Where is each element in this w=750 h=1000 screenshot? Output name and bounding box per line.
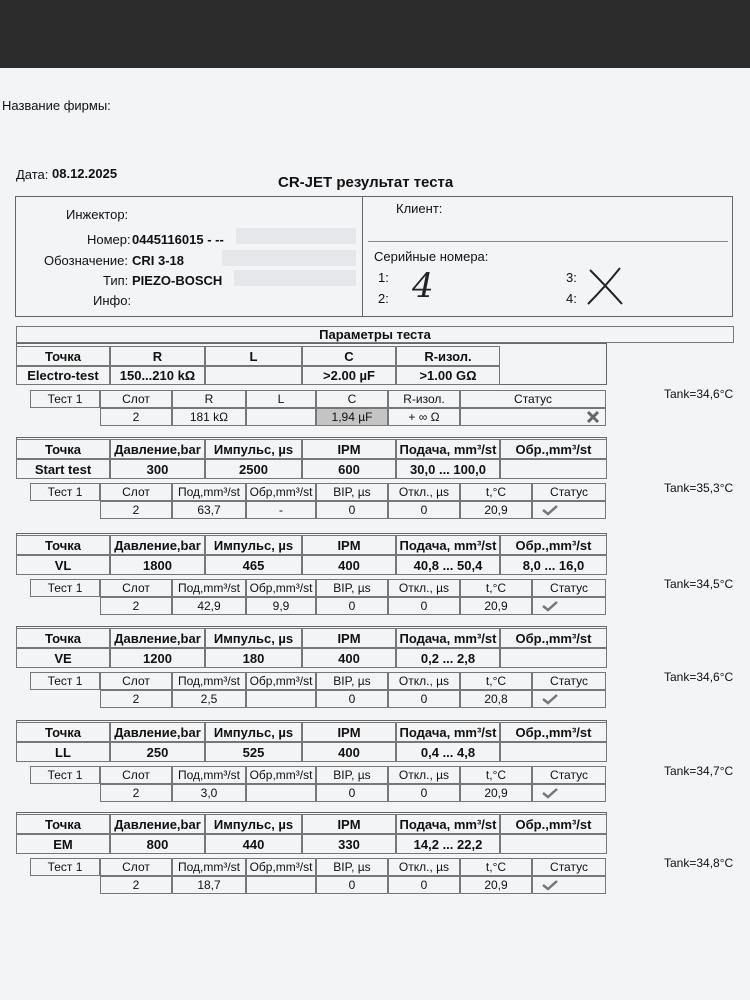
result-status-cell xyxy=(532,876,606,894)
divider xyxy=(368,241,728,242)
point-return xyxy=(500,834,607,854)
point-pulse: 525 xyxy=(205,742,302,762)
point-ipm: 400 xyxy=(302,555,396,575)
sub-header-temp: t,°C xyxy=(460,672,532,690)
result-status-cell xyxy=(532,784,606,802)
page-title: CR-JET результат теста xyxy=(278,174,454,191)
sub-header-del: Под,mm³/st xyxy=(172,483,246,501)
electro-h-c: C xyxy=(302,346,396,366)
date-label: Дата: xyxy=(16,167,49,182)
point-ipm: 400 xyxy=(302,648,396,668)
point-ipm: 400 xyxy=(302,742,396,762)
sub-header-del: Под,mm³/st xyxy=(172,579,246,597)
result-ret xyxy=(246,690,316,708)
result-temp: 20,9 xyxy=(460,501,532,519)
electro-name: Electro-test xyxy=(16,366,110,385)
serial-3-label: 3: xyxy=(566,270,577,285)
electro-sub-r: 181 kΩ xyxy=(172,408,246,426)
tank-temperature: Tank=35,3°C xyxy=(664,481,734,495)
params-title: Параметры теста xyxy=(16,326,734,343)
point-delivery: 14,2 ... 22,2 xyxy=(396,834,500,854)
electro-c: >2.00 µF xyxy=(302,366,396,385)
designation-label: Обозначение: xyxy=(44,253,129,268)
point-return xyxy=(500,648,607,668)
point-name: EM xyxy=(16,834,110,854)
col-header-delivery: Подача, mm³/st xyxy=(396,628,500,648)
result-dev: 0 xyxy=(388,501,460,519)
electro-status-cell xyxy=(460,408,606,426)
point-pulse: 465 xyxy=(205,555,302,575)
col-header-pulse: Импульс, µs xyxy=(205,535,302,555)
col-header-delivery: Подача, mm³/st xyxy=(396,439,500,459)
col-header-pressure: Давление,bar xyxy=(110,814,205,834)
electro-l xyxy=(205,366,302,385)
result-bip: 0 xyxy=(316,876,388,894)
sub-header-ret: Обр,mm³/st xyxy=(246,672,316,690)
point-pulse: 440 xyxy=(205,834,302,854)
point-name: LL xyxy=(16,742,110,762)
sub-header-bip: BIP, µs xyxy=(316,483,388,501)
sub-header-test: Тест 1 xyxy=(30,672,100,690)
result-status-cell xyxy=(532,690,606,708)
result-del: 63,7 xyxy=(172,501,246,519)
electro-sub-h-r: R xyxy=(172,390,246,408)
point-name: VL xyxy=(16,555,110,575)
tank-temperature: Tank=34,5°C xyxy=(664,577,734,591)
electro-h-l: L xyxy=(205,346,302,366)
point-pressure: 800 xyxy=(110,834,205,854)
point-return: 8,0 ... 16,0 xyxy=(500,555,607,575)
result-slot: 2 xyxy=(100,501,172,519)
pass-check-icon xyxy=(541,504,559,516)
col-header-delivery: Подача, mm³/st xyxy=(396,535,500,555)
sub-header-test: Тест 1 xyxy=(30,483,100,501)
sub-header-ret: Обр,mm³/st xyxy=(246,483,316,501)
type-value: PIEZO-BOSCH xyxy=(132,273,223,288)
point-name: Start test xyxy=(16,459,110,479)
result-del: 3,0 xyxy=(172,784,246,802)
point-name: VE xyxy=(16,648,110,668)
electro-h-point: Точка xyxy=(16,346,110,366)
col-header-point: Точка xyxy=(16,628,110,648)
electro-sub-h-slot: Слот xyxy=(100,390,172,408)
point-delivery: 0,4 ... 4,8 xyxy=(396,742,500,762)
info-label: Инфо: xyxy=(93,293,132,308)
sub-header-dev: Откл., µs xyxy=(388,483,460,501)
electro-test-label: Тест 1 xyxy=(30,390,100,408)
sub-header-test: Тест 1 xyxy=(30,766,100,784)
serial-4-label: 4: xyxy=(566,291,577,306)
point-return xyxy=(500,742,607,762)
pass-check-icon xyxy=(541,693,559,705)
date-value: 08.12.2025 xyxy=(52,166,118,181)
sub-header-status: Статус xyxy=(532,672,606,690)
client-label: Клиент: xyxy=(396,201,443,216)
electro-r: 150...210 kΩ xyxy=(110,366,205,385)
type-label: Тип: xyxy=(103,273,129,288)
col-header-pressure: Давление,bar xyxy=(110,628,205,648)
pass-check-icon xyxy=(541,600,559,612)
col-header-point: Точка xyxy=(16,722,110,742)
col-header-ipm: IPM xyxy=(302,814,396,834)
point-delivery: 40,8 ... 50,4 xyxy=(396,555,500,575)
col-header-point: Точка xyxy=(16,814,110,834)
sub-header-status: Статус xyxy=(532,858,606,876)
result-temp: 20,9 xyxy=(460,876,532,894)
sub-header-slot: Слот xyxy=(100,766,172,784)
sub-header-temp: t,°C xyxy=(460,858,532,876)
result-slot: 2 xyxy=(100,597,172,615)
number-value: 0445116015 - -- xyxy=(132,232,224,247)
electro-sub-l xyxy=(246,408,316,426)
result-slot: 2 xyxy=(100,690,172,708)
company-label: Название фирмы: xyxy=(2,98,111,113)
electro-h-riso: R-изол. xyxy=(396,346,500,366)
handwritten-serial-1: 4 xyxy=(412,266,434,306)
handwritten-cross-icon xyxy=(584,264,628,308)
point-return xyxy=(500,459,607,479)
number-label: Номер: xyxy=(87,232,131,247)
col-header-return: Обр.,mm³/st xyxy=(500,814,607,834)
col-header-pressure: Давление,bar xyxy=(110,722,205,742)
sub-header-dev: Откл., µs xyxy=(388,766,460,784)
result-ret xyxy=(246,784,316,802)
sub-header-del: Под,mm³/st xyxy=(172,858,246,876)
result-del: 18,7 xyxy=(172,876,246,894)
pass-check-icon xyxy=(541,879,559,891)
electro-sub-h-riso: R-изол. xyxy=(388,390,460,408)
sub-header-status: Статус xyxy=(532,579,606,597)
col-header-ipm: IPM xyxy=(302,439,396,459)
designation-value: CRI 3-18 xyxy=(132,253,185,268)
divider xyxy=(362,196,363,317)
result-status-cell xyxy=(532,597,606,615)
result-bip: 0 xyxy=(316,597,388,615)
result-bip: 0 xyxy=(316,501,388,519)
point-pulse: 180 xyxy=(205,648,302,668)
result-del: 2,5 xyxy=(172,690,246,708)
col-header-delivery: Подача, mm³/st xyxy=(396,722,500,742)
col-header-ipm: IPM xyxy=(302,628,396,648)
injector-heading: Инжектор: xyxy=(66,207,129,222)
result-dev: 0 xyxy=(388,876,460,894)
result-bip: 0 xyxy=(316,784,388,802)
electro-sub-riso: + ∞ Ω xyxy=(388,408,460,426)
col-header-pulse: Импульс, µs xyxy=(205,439,302,459)
sub-header-dev: Откл., µs xyxy=(388,579,460,597)
col-header-pressure: Давление,bar xyxy=(110,535,205,555)
result-slot: 2 xyxy=(100,784,172,802)
result-ret xyxy=(246,876,316,894)
col-header-pulse: Импульс, µs xyxy=(205,722,302,742)
sub-header-ret: Обр,mm³/st xyxy=(246,858,316,876)
point-pressure: 250 xyxy=(110,742,205,762)
sub-header-temp: t,°C xyxy=(460,483,532,501)
tank-temperature: Tank=34,8°C xyxy=(664,856,734,870)
result-temp: 20,9 xyxy=(460,597,532,615)
sub-header-dev: Откл., µs xyxy=(388,672,460,690)
result-temp: 20,9 xyxy=(460,784,532,802)
point-ipm: 600 xyxy=(302,459,396,479)
col-header-ipm: IPM xyxy=(302,722,396,742)
sub-header-test: Тест 1 xyxy=(30,858,100,876)
col-header-point: Точка xyxy=(16,535,110,555)
pass-check-icon xyxy=(541,787,559,799)
sub-header-bip: BIP, µs xyxy=(316,579,388,597)
sub-header-slot: Слот xyxy=(100,672,172,690)
col-header-return: Обр.,mm³/st xyxy=(500,628,607,648)
sub-header-test: Тест 1 xyxy=(30,579,100,597)
sub-header-ret: Обр,mm³/st xyxy=(246,766,316,784)
result-ret: - xyxy=(246,501,316,519)
result-del: 42,9 xyxy=(172,597,246,615)
result-bip: 0 xyxy=(316,690,388,708)
electro-sub-h-status: Статус xyxy=(460,390,606,408)
col-header-return: Обр.,mm³/st xyxy=(500,439,607,459)
electro-riso: >1.00 GΩ xyxy=(396,366,500,385)
sub-header-status: Статус xyxy=(532,483,606,501)
serial-2-label: 2: xyxy=(378,291,389,306)
col-header-point: Точка xyxy=(16,439,110,459)
point-pulse: 2500 xyxy=(205,459,302,479)
point-pressure: 1800 xyxy=(110,555,205,575)
fail-cross-icon xyxy=(585,410,601,424)
sub-header-del: Под,mm³/st xyxy=(172,766,246,784)
tank-temperature: Tank=34,7°C xyxy=(664,764,734,778)
tank-temperature: Tank=34,6°C xyxy=(664,670,734,684)
col-header-pressure: Давление,bar xyxy=(110,439,205,459)
redaction-bar xyxy=(236,228,356,244)
redaction-bar xyxy=(222,250,356,266)
result-dev: 0 xyxy=(388,690,460,708)
col-header-return: Обр.,mm³/st xyxy=(500,535,607,555)
serial-1-label: 1: xyxy=(378,270,389,285)
result-temp: 20,8 xyxy=(460,690,532,708)
result-slot: 2 xyxy=(100,876,172,894)
electro-h-r: R xyxy=(110,346,205,366)
electro-sub-slot: 2 xyxy=(100,408,172,426)
sub-header-slot: Слот xyxy=(100,579,172,597)
col-header-return: Обр.,mm³/st xyxy=(500,722,607,742)
sub-header-status: Статус xyxy=(532,766,606,784)
electro-sub-h-c: C xyxy=(316,390,388,408)
redaction-bar xyxy=(234,270,356,286)
sub-header-bip: BIP, µs xyxy=(316,766,388,784)
col-header-ipm: IPM xyxy=(302,535,396,555)
sub-header-ret: Обр,mm³/st xyxy=(246,579,316,597)
sub-header-temp: t,°C xyxy=(460,579,532,597)
sub-header-del: Под,mm³/st xyxy=(172,672,246,690)
serials-label: Серийные номера: xyxy=(374,249,489,264)
electro-tank: Tank=34,6°C xyxy=(664,387,734,401)
result-status-cell xyxy=(532,501,606,519)
sub-header-slot: Слот xyxy=(100,483,172,501)
point-ipm: 330 xyxy=(302,834,396,854)
col-header-pulse: Импульс, µs xyxy=(205,814,302,834)
point-pressure: 1200 xyxy=(110,648,205,668)
point-delivery: 0,2 ... 2,8 xyxy=(396,648,500,668)
result-dev: 0 xyxy=(388,784,460,802)
sub-header-dev: Откл., µs xyxy=(388,858,460,876)
sub-header-bip: BIP, µs xyxy=(316,672,388,690)
sub-header-bip: BIP, µs xyxy=(316,858,388,876)
sub-header-slot: Слот xyxy=(100,858,172,876)
point-pressure: 300 xyxy=(110,459,205,479)
sub-header-temp: t,°C xyxy=(460,766,532,784)
col-header-pulse: Импульс, µs xyxy=(205,628,302,648)
col-header-delivery: Подача, mm³/st xyxy=(396,814,500,834)
electro-sub-c: 1,94 µF xyxy=(316,408,388,426)
result-ret: 9,9 xyxy=(246,597,316,615)
result-dev: 0 xyxy=(388,597,460,615)
electro-sub-h-l: L xyxy=(246,390,316,408)
point-delivery: 30,0 ... 100,0 xyxy=(396,459,500,479)
